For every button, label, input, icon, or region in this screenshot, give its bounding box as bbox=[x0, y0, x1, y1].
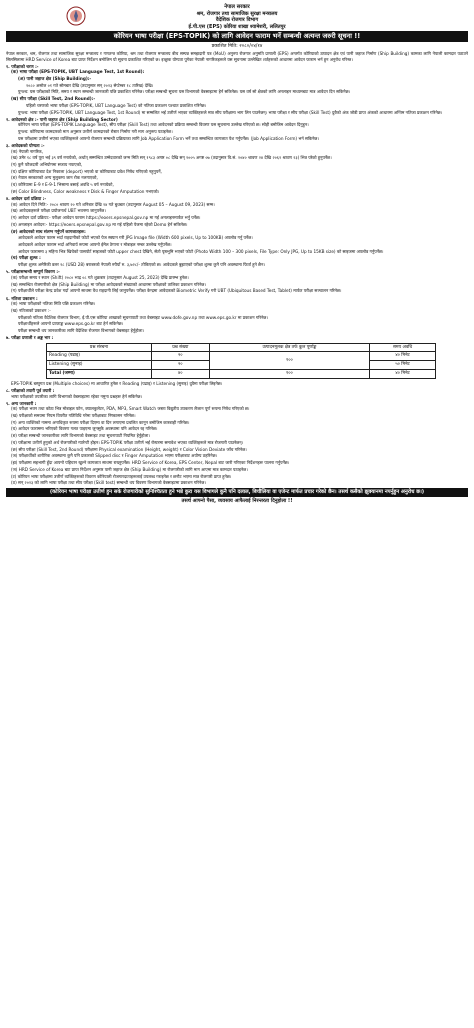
section-2-title: २. आवेदनको क्षेत्र :- पानी जहाज क्षेत्र (Ship Building Sector) bbox=[6, 116, 118, 122]
s5-a: (क) परीक्षा समय र स्थान (Shift) २०८० भाद्र ०८ गते शुक्रबार (तदानुसार August 25, 2023) देखि प्रारम्भ हुनेछ। bbox=[11, 274, 189, 280]
s9-item: (घ) आवेदन फाराममा भरिएको विवरण गलत पाइएमा जुनसुकै अवस्थामा पनि आवेदन रद्द गरिनेछ। bbox=[11, 426, 158, 432]
s9-item: (ट) कोरियन भाषा परीक्षामा उत्तीर्ण व्यक्तिहरूको विवरण कोरियाली रोजगारदाताहरूलाई उपलब्ध गराइनेछ र छनौट भएमा मात्र रोजगारी प्राप्त हुनेछ। bbox=[11, 473, 232, 479]
s9-item: (च) परीक्षामा उत्तीर्ण हुनुको अर्थ रोजगारीको ग्यारेन्टी होइन। EPS-TOPIK परीक्षा उत्तीर्ण भई रोस्टरमा समावेश भएका व्यक्तिहरूले मात्र रोजगारी पाउनेछन्। bbox=[11, 439, 244, 445]
s4-b: (ख) आवेदकहरूले परीक्षा प्रयोजनार्थ UBT भवनमा जानुपर्नेछ। bbox=[11, 208, 106, 214]
section-8-title: ८. परीक्षाको तयारी पूर्व तयारी : bbox=[6, 387, 55, 393]
table-cell: ४० मिनेट bbox=[370, 352, 436, 361]
s6-b3: परीक्षा सम्बन्धी थप जानकारीका लागि वैदेशिक रोजगार विभागको वेबसाइट हेर्नुहोला। bbox=[18, 328, 145, 333]
notice-date: प्रकाशित मिति: २०८०/०४/१४ bbox=[211, 43, 263, 49]
s4-a: (क) आवेदन दिने मिति:- २०८० श्रावण २० गते शनिबार देखि २४ गते बुधबार (तदानुसार August 05 – August 09, 2023) सम्म। bbox=[11, 201, 215, 207]
s3-item: (घ) दक्षिण कोरियाबाट देश निकाला (deport) भएको वा कोरियाबाट प्रवेश निषेध गरिएको नहुनुपर्ने, bbox=[11, 168, 162, 174]
table-row bbox=[47, 352, 436, 361]
header-line-2: श्रम, रोजगार तथा सामाजिक सुरक्षा मन्त्रालय bbox=[196, 10, 278, 17]
s9-item: (झ) परीक्षामा सहभागी हुँदा आफ्नो पहिचान खुल्ने कागजात साथमा राख्नुपर्नेछ। HRD Service of Korea, EPS Center, Nepal बाट जारी गरिएका निर्देशनहरू पालना गर्नुपर्नेछ। bbox=[11, 460, 290, 466]
table-cell: Reading (पढाइ) bbox=[47, 352, 152, 361]
s4-f-title: (च) परीक्षा शुल्क : bbox=[11, 255, 41, 261]
s1-b-item1: पहिलो चरणको भाषा परीक्षा (EPS-TOPIK, UBT Language Test) को नतिजा प्रकाशन पश्चात प्रकाशित गरिनेछ। bbox=[26, 102, 207, 108]
s3-item: (छ) Color Blindness, Color weakness र Disk & Finger Amputation नभएको। bbox=[11, 188, 160, 194]
s4-f-text: परीक्षा शुल्क अमेरिकी डलर २८ (USD 28) बराबरको नेपाली रुपैयाँ रु. ३,७२८/- तोकिएको छ। आवेदकले बुझाएको परीक्षा शुल्क कुनै पनि अवस्थामा फिर्ता हुने छैन। bbox=[18, 262, 266, 268]
s5-c: (ग) परीक्षार्थीले परीक्षा केन्द्र प्रवेश गर्दा आफ्नो साथमा वैध राहदानी लिई जानुपर्नेछ। परीक्षा केन्द्रमा आवेदकको Biometric Verify गरी UBT (Ubiquitous Based Test, Tablet) मार्फत परीक्षा सञ्चालन गरिनेछ। bbox=[11, 288, 342, 294]
table-header-cell: प्रश्न संख्या bbox=[151, 343, 209, 352]
table-cell: ४० bbox=[151, 370, 209, 379]
s3-item: (ग) कुनै फौजदारी अभियोगमा सजाय नपाएको, bbox=[11, 161, 83, 167]
section-4-title: ४. आवेदन दर्ता प्रक्रिया :- bbox=[6, 196, 47, 202]
s2-item1: कोरियन भाषा परीक्षा (EPS-TOPIK Language Test), सीप परीक्षा (Skill Test) तथा आवेदनको प्रक्रिया सम्बन्धी विवरण यस सूचनामा उल्लेख गरिएको छ। सोही बमोजिम आवेदन दिनुहुन। bbox=[18, 122, 309, 128]
s1-a-item1: २०८० असोज ०१ गते सोमबार देखि (तदानुसार सन् २०२३ सेप्टेम्बर १८ तारिख) देखि। bbox=[26, 82, 154, 88]
s1-a-title: (क) भाषा परीक्षा (EPS-TOPIK, UBT Language Test, 1st Round): bbox=[11, 69, 145, 75]
s9-item: (ठ) सन् २०२३ को लागि भाषा परीक्षा तथा सीप परीक्षा (Skill test) सम्बन्धी थप विवरण विभागको वेबसाइटमा प्रकाशन गरिनेछ। bbox=[11, 480, 206, 486]
s4-e-title: (ङ) आवेदनको साथ संलग्न गर्नुपर्ने कागजातहरू: bbox=[11, 228, 86, 234]
intro-paragraph: नेपाल सरकार, श्रम, रोजगार तथा सामाजिक सुरक्षा मन्त्रालय र गणतन्त्र कोरिया, श्रम तथा रोजगार मन्त्रालय बीच सम्पन्न समझदारी पत्र (MoU) अनुरुप रोजगार अनुमति प्रणाली (EPS) अन्तर्गत कोरियाको उत्पादन क्षेत्र एवं पानी जहाज निर्माण (Ship Building) कामका लागि नेपाली कामदार पठाउने सिलसिलामा HRD Service of Korea बाट प्राप्त निर्देशन बमोजिम यो सूचना प्रकाशित गरिएको छ। इच्छुक योग्यता पुगेका नेपाली नागरिकहरूले यस सूचनामा उल्लेखित शर्तहरूको आधारमा आवेदन फाराम भर्न हुन अनुरोध गरिन्छ। bbox=[6, 51, 468, 62]
table-cell: २० bbox=[151, 361, 209, 370]
s6-b1: परीक्षाको नतिजा वैदेशिक रोजगार विभाग, ई.पी.एस कोरिया शाखाको सूचनापाटी तथा वेबसाइट www.dofe.gov.np तथा www.eps.go.kr मा प्रकाशन गरिनेछ। bbox=[18, 314, 268, 320]
s4-d: (घ) अनलाइन आवेदन:- https://eoers.epsnepal.gov.np मा गई पहिलो पेजमा रहेको Demo हेर्न सकिनेछ। bbox=[11, 221, 188, 227]
s6-a: (क) भाषा परीक्षाको नतिजा मिति पछि प्रकाशन गरिनेछ। bbox=[11, 301, 96, 307]
section-7-title: ७. परीक्षा प्रणाली र अङ्क भार : bbox=[6, 335, 54, 341]
table-cell: Listening (सुनाइ) bbox=[47, 361, 152, 370]
header-line-4: ई.पी.एस (EPS) कोरिया शाखा श्यामेशरी, ललितपुर bbox=[188, 24, 286, 31]
table-cell: १०० bbox=[209, 352, 369, 370]
table-cell: २० bbox=[151, 352, 209, 361]
nepal-emblem-icon bbox=[66, 6, 86, 26]
s3-item: (ङ) नेपाल सरकारको अन्य मुलुकमा जान रोक नलगाएको, bbox=[11, 175, 98, 181]
section-9-title: ९. अन्य जानकारी : bbox=[6, 400, 37, 406]
table-header-row bbox=[47, 343, 436, 352]
footer-closing-line: तसर्थ आफ्नो पैसा, व्यवसाय आफैलाई निरन्तरता दिनुहोला !! bbox=[181, 497, 293, 504]
s1-b-title: (ख) सीप परीक्षा (Skill Test, 2nd Round):- bbox=[11, 96, 96, 102]
notice-banner: कोरियन भाषा परीक्षा (EPS-TOPIK) को लागि आवेदन फाराम भर्ने सम्बन्धी अत्यन्त जरुरी सूचना !! bbox=[6, 31, 468, 42]
s4-e2: आवेदकले आवेदन फाराम भर्दा अनिवार्य रूपमा आफ्नो ईमेल ठेगाना र मोबाइल नम्बर उल्लेख गर्नुपर्नेछ। bbox=[18, 242, 172, 248]
s9-item: (ज) परीक्षार्थीको शारीरिक अवस्थामा कुनै पनि प्रकारको Slipped disc र Finger Amputation भएमा परीक्षाबाट अयोग्य ठहरिनेछ। bbox=[11, 453, 218, 459]
table-cell: १०० bbox=[209, 370, 369, 379]
s3-item: (क) नेपाली नागरिक, bbox=[11, 148, 43, 154]
s9-item: (ख) परीक्षाको समयमा नियम विपरीत गतिविधि गरेमा परीक्षाबाट निष्कासन गरिनेछ। bbox=[11, 412, 136, 418]
table-total-row bbox=[47, 370, 436, 379]
table-header-cell: समय अवधि bbox=[370, 343, 436, 352]
s8-item1: भाषा परीक्षाको तयारीका लागि विभागको वेबसाइटमा रहेका नमुना प्रश्नहरू हेर्न सकिनेछ। bbox=[11, 393, 143, 399]
s9-item: (ञ) HRD Service of Korea बाट प्राप्त निर्देशन अनुसार पानी जहाज क्षेत्र (Ship Building) मा रोजगारीको लागि माग आएमा मात्र कामदार पठाइनेछ। bbox=[11, 466, 248, 472]
s2-item2: पुनश्च: कोरियामा कामदारको माग अनुसार उत्तीर्ण कामदारको रोस्टर निर्माण गरी माग अनुरूप पठाइनेछ। bbox=[18, 129, 173, 135]
section-6-title: ६. नतिजा प्रकाशन : bbox=[6, 295, 38, 301]
section-5-title: ५. परीक्षासम्बन्धी सम्पूर्ण विवरण :- bbox=[6, 269, 60, 275]
s9-item: (क) परीक्षा भवन तथा कोठा भित्र मोबाइल फोन, क्यालकुलेटर, PDA, MP3, Smart Watch जस्ता विद्युतीय उपकरण लैजान पूर्ण रूपमा निषेध गरिएको छ। bbox=[11, 406, 250, 412]
section-1-title: १. परीक्षाको चरण :- bbox=[6, 63, 39, 69]
s5-b: (ख) सम्बन्धित रोजगारीको क्षेत्र (Ship Building) मा परीक्षा आवेदकको संख्याको आधारमा परीक्षाको तालिका प्रकाशन गरिनेछ। bbox=[11, 281, 206, 287]
header-line-1: नेपाल सरकार bbox=[224, 4, 250, 10]
s3-item: (ख) उमेर १८ वर्ष पूरा भई ३९ वर्ष ननाघेको, अर्थात् सम्मन्धित उम्मेदवारको जन्म मिति सन् १९८३ अगष्ट ०८ देखि सन् २००५ अगष्ट ०७ (तदानुसार वि.सं. २०४० श्रावण २४ देखि २०६२ श्रावण २३) भित्र परेको हुनुपर्नेछ। bbox=[11, 155, 332, 161]
s1-b-item2: पुनश्च: भाषा परीक्षा (EPS-TOPIK, UBT Language Test, 1st Round) मा सम्मलित भई उत्तीर्ण भएका व्यक्तिहरूले मात्र सीप परीक्षामा भाग लिन पाउनेछन्। भाषा परीक्षा र सीप परीक्षा (Skill Test) दुवैको अंक जोडी प्राप्त अंकको आधारमा अन्तिम नतिजा प्रकाशन गरिनेछ। bbox=[18, 109, 443, 115]
s9-item: (ग) अन्य व्यक्तिको नाममा अनाधिकृत रूपमा परीक्षा दिएमा वा दिन लगाएमा प्रचलित कानून बमोजिम कारबाही गरिनेछ। bbox=[11, 419, 190, 425]
table-cell: ५० मिनेट bbox=[370, 361, 436, 370]
s6-b2: परीक्षार्थीहरूले आफ्नो प्राप्ताङ्क www.eps.go.kr बाट हेर्न सकिनेछ। bbox=[18, 321, 124, 327]
s6-b: (ख) नतिजाको प्रकाशन :- bbox=[11, 307, 51, 313]
table-cell: Total (जम्मा) bbox=[47, 370, 152, 379]
s4-e3: आवेदन फाराममा ३ महिना भित्र खिचेको पासपोर्ट साइजको फोटो upper chest देखिने, सेतो पृष्ठभूमि भएको फोटो (Photo Width 100 – 300 pixels, File Type: Only JPG, Up to 15KB size) को साइजमा अपलोड गर्नुपर्नेछ। bbox=[18, 248, 384, 254]
s4-e1: आवेदकले आवेदन फारम भर्दा राहदानीको फोटो भएको पेज स्क्यान गरी JPG Image file (Width 600 pixels, Up to 100KB) अपलोड गर्नु पर्नेछ। bbox=[18, 235, 253, 241]
notice-header bbox=[6, 4, 468, 30]
s4-c: (ग) आवेदन दर्ता प्रक्रिया:- परीक्षा आवेदन फाराम https://eoers.epsnepal.gov.np मा गई अनलाइनमार्फत भर्नु पर्नेछ। bbox=[11, 215, 201, 221]
table-header-cell: प्रश्न संरचना bbox=[47, 343, 152, 352]
section-3-title: ३. आवेदकको योग्यता :- bbox=[6, 142, 45, 148]
s1-a-sub: (अ) पानी जहाज क्षेत्र (Ship Building):- bbox=[18, 76, 92, 81]
s9-item: (ङ) परीक्षा सम्बन्धी जानकारीका लागि विभागको वेबसाइट तथा सूचनापाटी नियमित हेर्नुहोला। bbox=[11, 433, 150, 439]
footer-warning-bar: (कोरियन भाषा परीक्षा उत्तीर्ण हुन सके रोजगारीको सुनिश्चितता हुने भन्ने कुरा यस विभागले कुनै पनि दलाल, बिचौलिया वा एजेन्ट मार्फत प्रचार गरेको छैन। तसर्थ कसैको झुक्यानमा नपर्नुहुन अनुरोध छ।) bbox=[6, 488, 468, 497]
header-line-3: वैदेशिक रोजगार विभाग bbox=[215, 17, 259, 24]
s7-note: EPS-TOPIK बस्तुगत प्रश्न (Multiple choices) मा आधारित हुनेछ र Reading (पढाइ) र Listening (सुनाइ) दुवैमा परीक्षा लिइनेछ। bbox=[11, 380, 223, 386]
s9-item: (छ) सीप परीक्षा (Skill Test, 2nd Round) परीक्षामा Physical examination (Height, weight) र Color Vision Deviate जाँच गरिनेछ। bbox=[11, 446, 247, 452]
s3-item: (च) कोरियामा E-9 र E-9-1 भिसामा बसाई अवधि ५ वर्ष ननाघेको, bbox=[11, 182, 114, 188]
s2-item3: यस परीक्षामा उत्तीर्ण भएका व्यक्तिहरूले आफ्नो रोजगार सम्बन्धी प्रक्रियाका लागि Job Application Form भर्ने तथा सम्बन्धित कागजात पेश गर्नुपर्नेछ। (Job Application Form) भर्न सकिनेछ। bbox=[18, 135, 319, 141]
s1-a-item2: पुनश्च: यस परीक्षाको मिति, समय र स्थान सम्बन्धी जानकारी पछि प्रकाशित गरिनेछ। परीक्षा सम्बन्धी सूचना यस विभागको वेबसाइटमा हेर्न सकिनेछ। यस वर्ष सो क्षेत्रको लागि अनलाइन माध्यमबाट मात्र आवेदन दिन सकिनेछ। bbox=[18, 89, 351, 95]
notice-page bbox=[6, 0, 468, 504]
table-cell: ४० मिनेट bbox=[370, 370, 436, 379]
table-header-cell: उत्पादनमूलक क्षेत्र तर्फ कुल पूर्णाङ्क bbox=[209, 343, 369, 352]
exam-structure-table bbox=[46, 343, 436, 379]
